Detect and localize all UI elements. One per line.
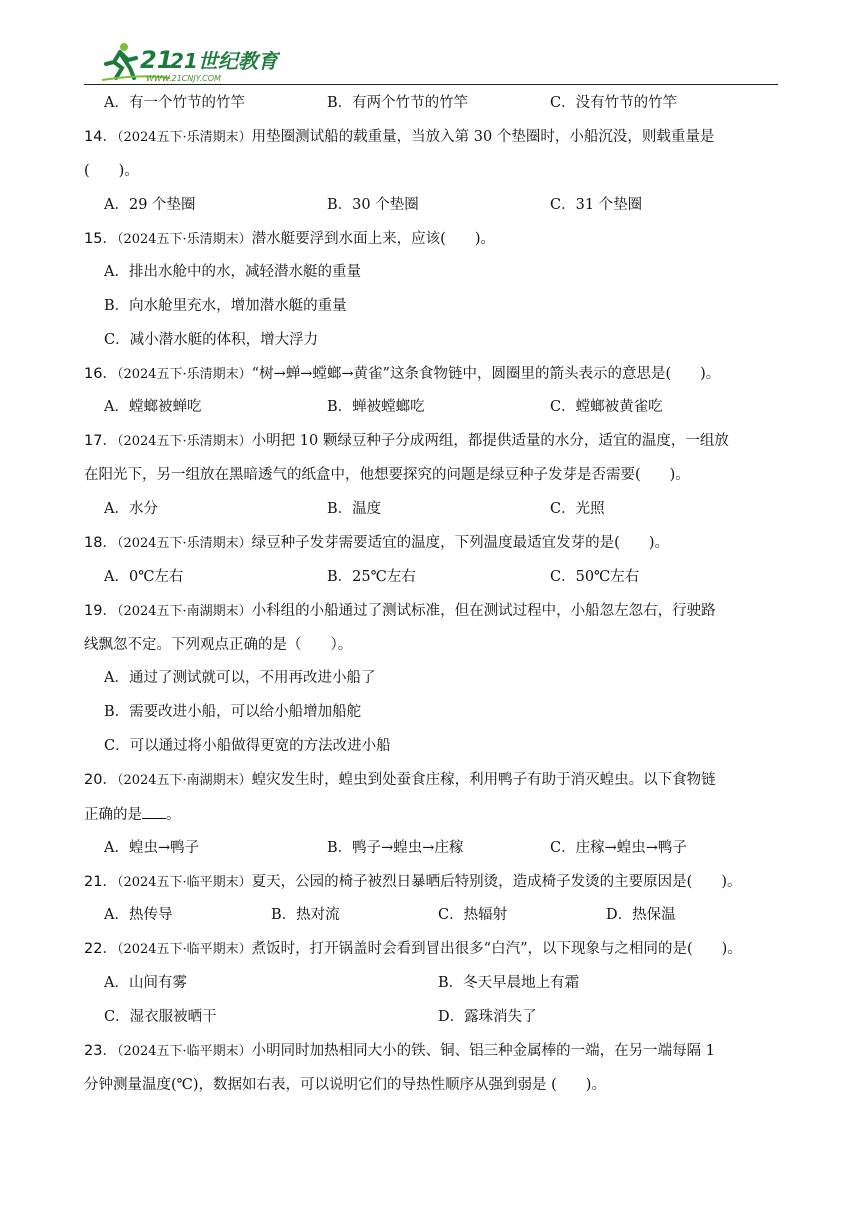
answer-blank bbox=[142, 804, 166, 819]
q21-option-b: B．热对流 bbox=[271, 907, 340, 923]
q15-number: 15． bbox=[84, 231, 117, 247]
q20-stem-cont bbox=[84, 804, 181, 825]
page-header bbox=[84, 36, 778, 86]
q23-text: 小明同时加热相同大小的铁、铜、铝三种金属棒的一端，在另一端每隔 1 bbox=[251, 1043, 716, 1059]
q15-option-a: A．排出水舱中的水，减轻潜水艇的重量 bbox=[104, 264, 361, 280]
q16-text: “树→蝉→螳螂→黄雀”这条食物链中，圆圈里的箭头表示的意思是( )。 bbox=[251, 366, 721, 382]
q22-number: 22． bbox=[84, 941, 117, 957]
q22-text: 煮饭时，打开锅盖时会看到冒出很多“白汽”，以下现象与之相同的是( )。 bbox=[251, 941, 742, 957]
q16-option-c: C．螳螂被黄雀吃 bbox=[550, 399, 663, 415]
q21-source: （2024五下·临平期末） bbox=[116, 875, 252, 890]
q14-option-b: B．30 个垫圈 bbox=[327, 197, 419, 213]
q20-text-cont: 正确的是 bbox=[84, 807, 142, 823]
q14-stem-cont: ( )。 bbox=[84, 163, 139, 179]
q21-option-a: A．热传导 bbox=[104, 907, 173, 923]
q18-source: （2024五下·乐清期末） bbox=[116, 536, 252, 551]
q22-option-b: B．冬天早晨地上有霜 bbox=[438, 975, 580, 991]
q21-option-c: C．热辐射 bbox=[438, 907, 508, 923]
q22-option-c: C．湿衣服被晒干 bbox=[104, 1009, 217, 1025]
site-logo bbox=[100, 38, 280, 84]
q19-option-b: B．需要改进小船，可以给小船增加船舵 bbox=[104, 704, 362, 720]
q17-option-b: B．温度 bbox=[327, 501, 382, 517]
q19-number: 19． bbox=[84, 603, 117, 619]
q14-option-a: A．29 个垫圈 bbox=[104, 197, 196, 213]
q23-stem bbox=[84, 1041, 715, 1062]
q20-text: 蝗灾发生时，蝗虫到处蚕食庄稼，利用鸭子有助于消灭蝗虫。以下食物链 bbox=[251, 772, 716, 788]
q20-stem bbox=[84, 770, 716, 791]
q16-stem bbox=[84, 364, 720, 385]
q23-number: 23． bbox=[84, 1043, 117, 1059]
logo-subtext: WWW.21CNJY.COM bbox=[146, 74, 221, 83]
q22-source: （2024五下·临平期末） bbox=[116, 942, 252, 957]
header-rule bbox=[84, 84, 778, 85]
q17-stem bbox=[84, 431, 729, 452]
q20-text-end: 。 bbox=[166, 807, 181, 823]
q14-text: 用垫圈测试船的载重量，当放入第 30 个垫圈时，小船沉没，则载重量是 bbox=[251, 129, 715, 145]
q21-stem bbox=[84, 872, 741, 893]
q19-source: （2024五下·南湖期末） bbox=[116, 604, 252, 619]
q19-text: 小科组的小船通过了测试标准，但在测试过程中，小船忽左忽右，行驶路 bbox=[251, 603, 716, 619]
q19-stem-cont: 线飘忽不定。下列观点正确的是（ ）。 bbox=[84, 637, 353, 653]
q19-option-c: C．可以通过将小船做得更宽的方法改进小船 bbox=[104, 738, 391, 754]
q19-stem bbox=[84, 601, 716, 622]
q18-option-a: A．0℃左右 bbox=[104, 569, 184, 585]
q14-stem bbox=[84, 127, 714, 148]
q21-option-d: D．热保温 bbox=[606, 907, 676, 923]
q15-text: 潜水艇要浮到水面上来，应该( )。 bbox=[251, 231, 495, 247]
q21-text: 夏天，公园的椅子被烈日暴晒后特别烫，造成椅子发烫的主要原因是( )。 bbox=[251, 874, 742, 890]
q17-option-c: C．光照 bbox=[550, 501, 605, 517]
q17-option-a: A．水分 bbox=[104, 501, 158, 517]
q14-number: 14． bbox=[84, 129, 117, 145]
q15-source: （2024五下·乐清期末） bbox=[116, 232, 252, 247]
q20-option-c: C．庄稼→蝗虫→鸭子 bbox=[550, 840, 687, 856]
q19-option-a: A．通过了测试就可以，不用再改进小船了 bbox=[104, 670, 376, 686]
q18-text: 绿豆种子发芽需要适宜的温度，下列温度最适宜发芽的是( )。 bbox=[251, 535, 669, 551]
q22-option-d: D．露珠消失了 bbox=[438, 1009, 537, 1025]
q18-option-c: C．50℃左右 bbox=[550, 569, 640, 585]
q18-option-b: B．25℃左右 bbox=[327, 569, 416, 585]
q20-option-a: A．蝗虫→鸭子 bbox=[104, 840, 200, 856]
q17-source: （2024五下·乐清期末） bbox=[116, 434, 252, 449]
q14-source: （2024五下·乐清期末） bbox=[116, 130, 252, 145]
q13-option-b: B．有两个竹节的竹竿 bbox=[327, 95, 469, 111]
q22-option-a: A．山间有雾 bbox=[104, 975, 187, 991]
q18-stem bbox=[84, 533, 669, 554]
q23-stem-cont: 分钟测量温度(℃)，数据如右表，可以说明它们的导热性顺序从强到弱是 ( )。 bbox=[84, 1077, 606, 1093]
q15-option-c: C．减小潜水艇的体积，增大浮力 bbox=[104, 332, 319, 348]
q13-option-a: A．有一个竹节的竹竿 bbox=[104, 95, 245, 111]
q15-stem bbox=[84, 229, 495, 250]
q18-number: 18． bbox=[84, 535, 117, 551]
svg-text:21: 21 bbox=[140, 46, 174, 74]
q20-number: 20． bbox=[84, 772, 117, 788]
q21-number: 21． bbox=[84, 874, 117, 890]
q16-option-a: A．螳螂被蝉吃 bbox=[104, 399, 202, 415]
q20-option-b: B．鸭子→蝗虫→庄稼 bbox=[327, 840, 464, 856]
q23-source: （2024五下·临平期末） bbox=[116, 1044, 252, 1059]
q16-source: （2024五下·乐清期末） bbox=[116, 367, 252, 382]
q22-stem bbox=[84, 939, 742, 960]
q14-option-c: C．31 个垫圈 bbox=[550, 197, 643, 213]
q16-number: 16． bbox=[84, 366, 117, 382]
q16-option-b: B．蝉被螳螂吃 bbox=[327, 399, 425, 415]
logo-text: 21世纪教育 bbox=[170, 49, 278, 73]
q17-text: 小明把 10 颗绿豆种子分成两组，都提供适量的水分，适宜的温度，一组放 bbox=[251, 433, 729, 449]
q15-option-b: B．向水舱里充水，增加潜水艇的重量 bbox=[104, 298, 347, 314]
q20-source: （2024五下·南湖期末） bbox=[116, 773, 252, 788]
q17-number: 17． bbox=[84, 433, 117, 449]
q17-stem-cont: 在阳光下，另一组放在黑暗透气的纸盒中，他想要探究的问题是绿豆种子发芽是否需要( )。 bbox=[84, 467, 690, 483]
q13-option-c: C．没有竹节的竹竿 bbox=[550, 95, 678, 111]
